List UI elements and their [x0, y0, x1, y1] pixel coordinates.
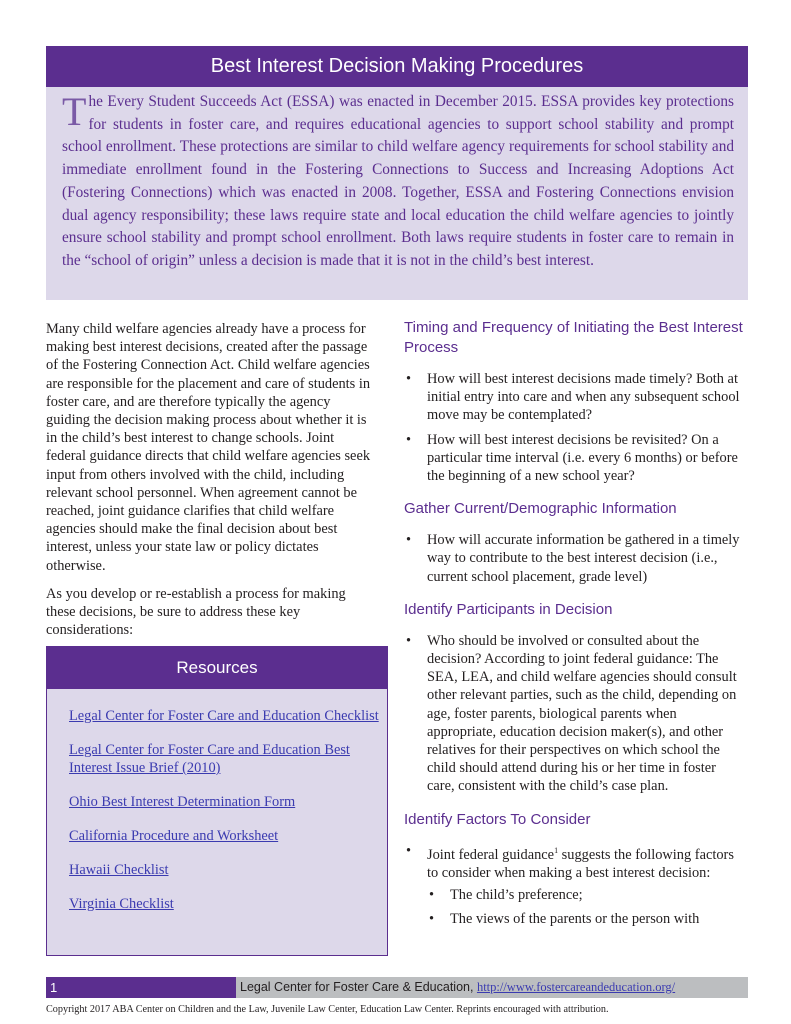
bullet-item: • How will best interest decisions made timely? Both at initial entry into care and when any subsequent school move may be contemplated? — [404, 370, 746, 425]
factors-sub-bullets — [427, 886, 746, 928]
resource-link-virginia-checklist[interactable]: Virginia Checklist — [69, 896, 174, 912]
section-heading-gather-info: Gather Current/Demographic Information — [404, 500, 677, 518]
timing-bullets — [404, 370, 746, 485]
page-number: 1 — [46, 977, 236, 998]
resources-box — [46, 646, 388, 956]
resource-link-ohio-form[interactable]: Ohio Best Interest Determination Form — [69, 794, 296, 810]
section-heading-participants: Identify Participants in Decision — [404, 600, 613, 618]
resource-item — [69, 895, 387, 913]
bullet-item: • How will accurate information be gathered in a timely way to contribute to the best interest decision (i.e., current school placement, grade level) — [404, 531, 746, 586]
sub-bullet-item: • The child’s preference; — [427, 886, 746, 904]
factors-lead-text: Joint federal guidance — [427, 846, 555, 863]
factors-bullets — [404, 842, 746, 929]
copyright-notice: Copyright 2017 ABA Center on Children and the Law, Juvenile Law Center, Education Law Center. Reprints encouraged with attribution. — [46, 1004, 609, 1015]
factors-lead-rest: suggests the following factors to consider when making a best interest decision: — [427, 846, 734, 881]
footnote-marker[interactable]: 1 — [554, 845, 559, 855]
footer-website-link[interactable]: http://www.fostercareandeducation.org/ — [476, 980, 676, 994]
section-heading-factors: Identify Factors To Consider — [404, 810, 591, 828]
right-column — [404, 318, 746, 942]
resource-item — [69, 827, 387, 845]
bullet-item — [404, 842, 746, 929]
resource-item — [69, 861, 387, 879]
resource-item — [69, 741, 387, 777]
resources-list — [47, 689, 387, 913]
intro-text: he Every Student Succeeds Act (ESSA) was enacted in December 2015. ESSA provides key protections for students in foster care, and requires educational agencies to support school stability and prompt school enrollment. These protections are similar to child welfare agency requirements for school stability and immediate enrollment found in the Fostering Connections to Success and Increasing Adoptions Act (Fostering Connections) which was enacted in 2008. Together, ESSA and Fostering Connections envision dual agency responsibility; these laws require state and local education the child welfare agencies to jointly ensure school stability and prompt school enrollment. Both laws require students in foster care to remain in the “school of origin” unless a decision is made that it is not in the child’s best interest. — [62, 93, 734, 269]
resource-item — [69, 707, 387, 725]
page-title-banner — [46, 46, 748, 87]
intro-box — [46, 87, 748, 300]
sub-bullet-item: • The views of the parents or the person with — [427, 910, 746, 928]
left-paragraph-2: As you develop or re-establish a process for making these decisions, be sure to address these key considerations: — [46, 585, 346, 639]
footer-bar — [46, 977, 748, 998]
resources-heading: Resources — [47, 647, 387, 689]
section-heading-timing: Timing and Frequency of Initiating the Best Interest Process — [404, 319, 743, 356]
resource-link-california-worksheet[interactable]: California Procedure and Worksheet — [69, 828, 279, 844]
intro-paragraph — [62, 91, 734, 273]
left-paragraph-1: Many child welfare agencies already have a process for making best interest decisions, created after the passage of the Fostering Connection Act. Child welfare agencies are responsible for the placement and care of students in foster care, and are therefore typically the agency guiding the decision making process about whether it is in the child’s best interest to change schools. Joint federal guidance directs that child welfare agencies seek input from others involved with the child, including relevant school personnel. When agreement cannot be reached, joint guidance clarifies that child welfare agencies should make the final decision about best interest, unless your state law or policy dictates otherwise. — [46, 321, 371, 574]
participants-bullets — [404, 632, 746, 796]
resource-link-foster-care-checklist[interactable]: Legal Center for Foster Care and Education Checklist — [69, 708, 379, 724]
bullet-item: • Who should be involved or consulted about the decision? According to joint federal guidance: The SEA, LEA, and child welfare agencies should consult other relevant parties, such as the child, depending on age, foster parents, biological parents when appropriate, education decision maker(s), and other relatives for their perspectives on which school the child should attend during his or her time in foster care, consistent with the child’s case plan. — [404, 632, 746, 796]
resource-link-hawaii-checklist[interactable]: Hawaii Checklist — [69, 862, 169, 878]
bullet-item: • How will best interest decisions be revisited? On a particular time interval (i.e. every 6 months) or before the beginning of a new school year? — [404, 431, 746, 486]
page-title: Best Interest Decision Making Procedures — [210, 55, 584, 77]
intro-dropcap: T — [62, 89, 87, 134]
footer-org-name: Legal Center for Foster Care & Education, — [240, 980, 477, 994]
resource-link-issue-brief[interactable]: Legal Center for Foster Care and Education Best Interest Issue Brief (2010) — [69, 742, 350, 776]
resource-item — [69, 793, 387, 811]
footer-org — [236, 977, 675, 998]
left-column — [46, 320, 372, 649]
gather-info-bullets — [404, 531, 746, 586]
